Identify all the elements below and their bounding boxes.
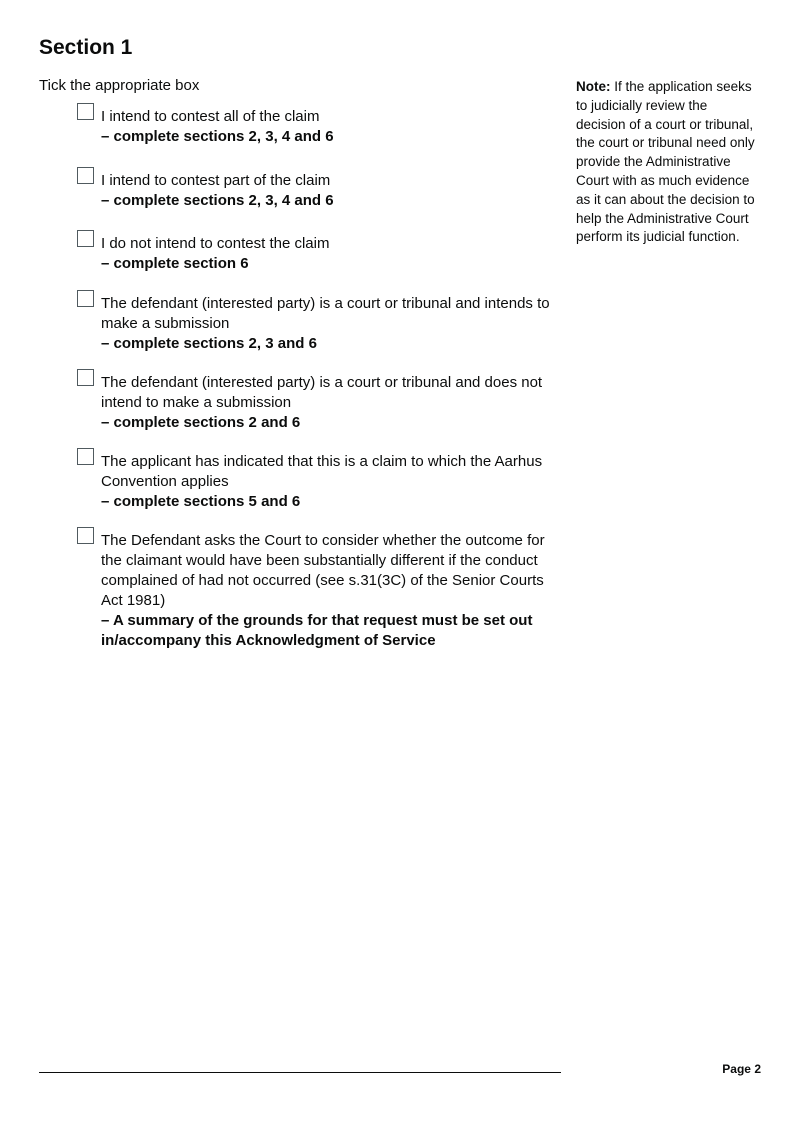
option-action: – complete sections 2, 3, 4 and 6 [101, 192, 334, 209]
option-contest-part [77, 167, 567, 211]
checkbox-tribunal-no-submission[interactable] [77, 369, 94, 386]
options-list [77, 103, 567, 651]
checkbox-aarhus[interactable] [77, 448, 94, 465]
checkbox-tribunal-submission[interactable] [77, 290, 94, 307]
option-label [101, 369, 567, 433]
page-number: Page 2 [722, 1062, 761, 1076]
option-text: I do not intend to contest the claim [101, 235, 330, 252]
checkbox-not-contest[interactable] [77, 230, 94, 247]
checkbox-contest-part[interactable] [77, 167, 94, 184]
option-text: The defendant (interested party) is a court or tribunal and intends to make a submission [101, 295, 550, 332]
option-label [101, 448, 567, 512]
option-text: I intend to contest all of the claim [101, 108, 320, 125]
option-label [101, 290, 567, 354]
option-text: The defendant (interested party) is a court or tribunal and does not intend to make a submission [101, 374, 543, 411]
option-label [101, 527, 567, 651]
option-contest-all [77, 103, 567, 147]
section-title: Section 1 [39, 36, 133, 59]
note-text: If the application seeks to judicially review the decision of a court or tribunal, the court or tribunal need only provide the Administrative Court with as much evidence as it can about the decision to help the Administrative Court perform its judicial function. [576, 79, 755, 245]
option-text: The Defendant asks the Court to consider whether the outcome for the claimant would have been substantially different if the conduct complained of had not occurred (see s.31(3C) of the Senior Courts Act 1981) [101, 532, 545, 609]
option-substantially-different [77, 527, 567, 651]
option-action: – complete sections 2 and 6 [101, 414, 301, 431]
option-tribunal-no-submission [77, 369, 567, 433]
checkbox-substantially-different[interactable] [77, 527, 94, 544]
option-aarhus [77, 448, 567, 512]
note-label: Note: [576, 79, 611, 94]
checkbox-contest-all[interactable] [77, 103, 94, 120]
option-text: The applicant has indicated that this is a claim to which the Aarhus Convention applies [101, 453, 543, 490]
option-label [101, 230, 329, 274]
footer-divider [39, 1072, 561, 1073]
option-action: – complete sections 5 and 6 [101, 493, 301, 510]
side-note [576, 78, 756, 247]
instruction-text: Tick the appropriate box [39, 77, 200, 94]
option-text: I intend to contest part of the claim [101, 172, 331, 189]
option-action: – complete section 6 [101, 255, 249, 272]
option-action: – A summary of the grounds for that request must be set out in/accompany this Acknowledgment of Service [101, 612, 533, 649]
option-label [101, 167, 334, 211]
option-action: – complete sections 2, 3, 4 and 6 [101, 128, 334, 145]
option-label [101, 103, 334, 147]
option-tribunal-submission [77, 290, 567, 354]
option-not-contest [77, 230, 567, 274]
option-action: – complete sections 2, 3 and 6 [101, 335, 317, 352]
